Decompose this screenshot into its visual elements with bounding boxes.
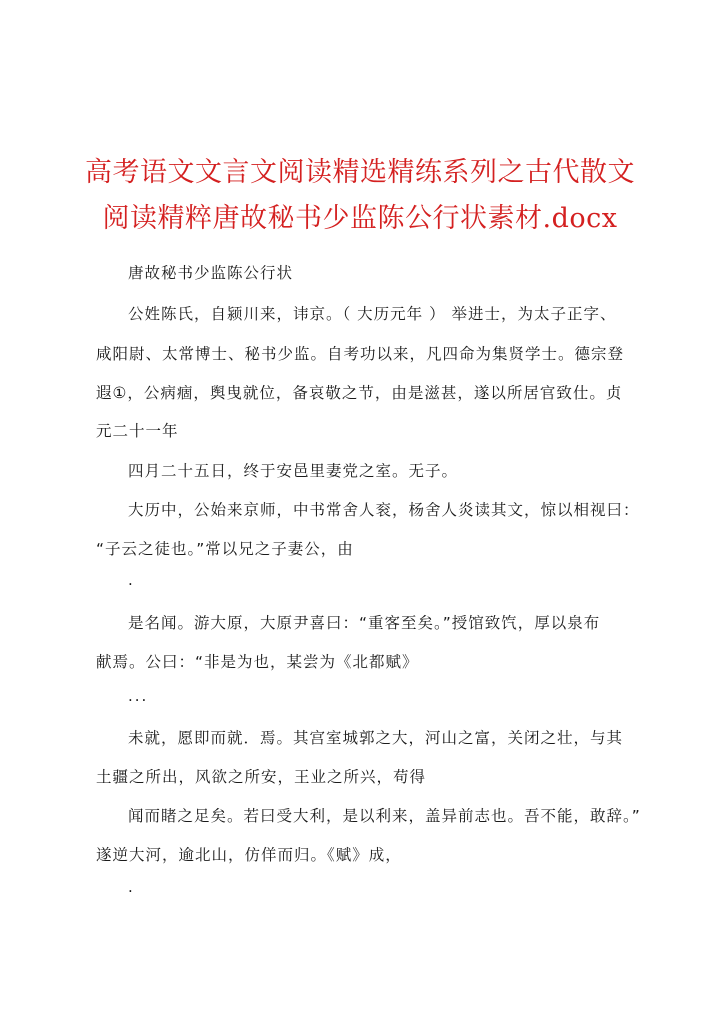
paragraph-line: 闻而睹之足矣。若曰受大利，是以利来，盖异前志也。吾不能，敢辞。” (128, 807, 641, 825)
paragraph-line: 未就，愿即而就．焉。其宫室城郭之大，河山之富，关闭之壮，与其 (128, 729, 624, 747)
paragraph-line: 土疆之所出，风欲之所安，王业之所兴，苟得 (96, 768, 427, 786)
paragraph-line: 遐①，公病痼，舆曳就位，备哀敬之节，由是滋甚，遂以所居官致仕。贞 (96, 384, 623, 402)
ellipsis-marker: . (128, 571, 135, 589)
ellipsis-marker: . (128, 878, 135, 896)
paragraph-line: 献焉。公曰：“非是为也，某尝为《北都赋》 (96, 653, 419, 671)
section-heading: 唐故秘书少监陈公行状 (128, 264, 294, 282)
document-title-line-1: 高考语文文言文阅读精选精练系列之古代散文 (85, 157, 635, 188)
paragraph-line: 公姓陈氏，自颍川来，讳京。（ 大历元年 ） 举进士，为太子正字、 (128, 305, 617, 323)
paragraph-line: “子云之徒也。”常以兄之子妻公，由 (96, 540, 354, 558)
paragraph-line: 是名闻。游大原，大原尹喜曰：“重客至矣。”授馆致饩，厚以泉布 (128, 614, 601, 632)
document-title-line-2: 阅读精粹唐故秘书少监陈公行状素材.docx (102, 203, 618, 234)
ellipsis-marker: ... (128, 687, 149, 705)
paragraph-line: 遂逆大河，逾北山，仿佯而归。《赋》成， (96, 846, 402, 864)
paragraph-line: 咸阳尉、太常博士、秘书少监。自考功以来，凡四命为集贤学士。德宗登 (96, 345, 625, 363)
paragraph-line: 大历中，公始来京师，中书常舍人衮，杨舍人炎读其文，惊以相视曰： (128, 501, 640, 519)
paragraph-line: 四月二十五日，终于安邑里妻党之室。无子。 (128, 462, 459, 480)
paragraph-line: 元二十一年 (96, 422, 179, 440)
